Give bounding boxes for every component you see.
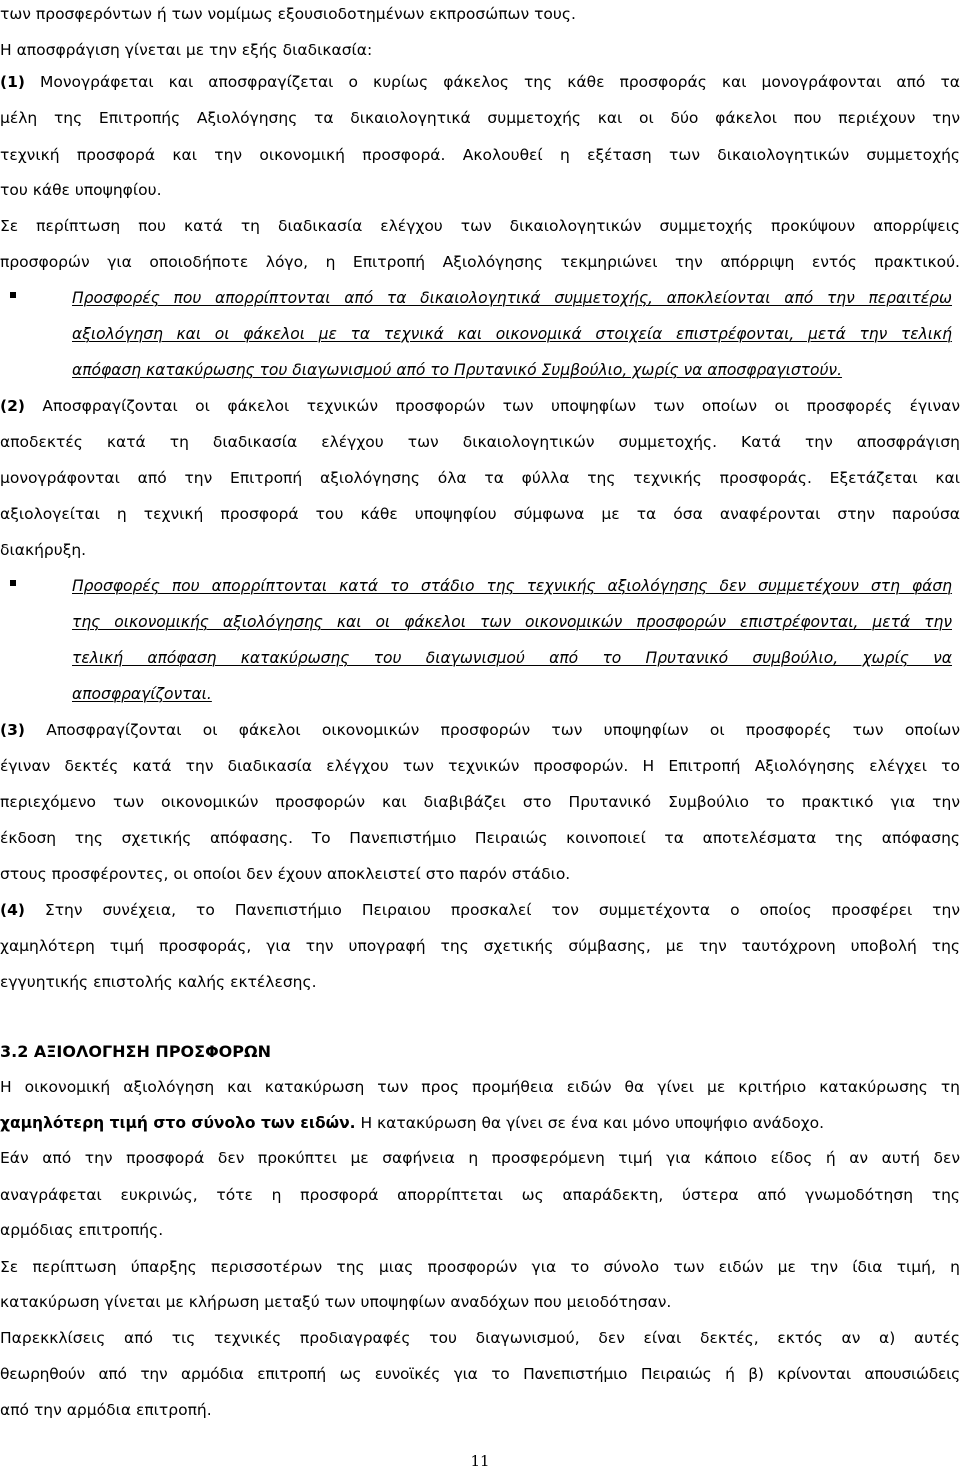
paragraph-line: έκδοση της σχετικής απόφασης. Το Πανεπιστήμιο Πειραιώς κοινοποιεί τα αποτελέσματα της απόφασης: [0, 829, 960, 847]
paragraph-line: Εάν από την προσφορά δεν προκύπτει με σαφήνεια η προσφερόμενη τιμή για κάποιο είδος ή αν αυτή δεν: [0, 1149, 960, 1167]
step-3-line: (3) Αποσφραγίζονται οι φάκελοι οικονομικών προσφορών των υποψηφίων οι προσφορές των οποίων: [0, 721, 960, 739]
paragraph-line: Σε περίπτωση ύπαρξης περισσοτέρων της μιας προσφορών για το σύνολο των ειδών με την ίδια τιμή, η: [0, 1258, 960, 1276]
step-number: (2): [0, 397, 25, 415]
paragraph-line: θεωρηθούν από την αρμόδια επιτροπή ως ευνοϊκές για το Πανεπιστήμιο Πειραιώς ή β) κρίνονται απουσιώδεις: [0, 1365, 960, 1383]
step-number: (3): [0, 721, 25, 739]
paragraph-line: στους προσφέροντες, οι οποίοι δεν έχουν αποκλειστεί στο παρόν στάδιο.: [0, 865, 571, 883]
step-4-line: (4) Στην συνέχεια, το Πανεπιστήμιο Πειραιου προσκαλεί τον συμμετέχοντα ο οποίος προσφέρει την: [0, 901, 960, 919]
step-1-line: (1) Μονογράφεται και αποσφραγίζεται ο κυρίως φάκελος της κάθε προσφοράς και μονογράφονται από τα: [0, 73, 960, 91]
emphasis-text: χαμηλότερη τιμή στο σύνολο των ειδών.: [0, 1114, 356, 1132]
step-2-line: (2) Αποσφραγίζονται οι φάκελοι τεχνικών προσφορών των υποψηφίων των οποίων οι προσφορές έγιναν: [0, 397, 960, 415]
note-line: Προσφορές που απορρίπτονται κατά το στάδιο της τεχνικής αξιολόγησης δεν συμμετέχουν στη φάση: [72, 577, 952, 595]
paragraph-line: διακήρυξη.: [0, 541, 87, 559]
paragraph-line: κατακύρωση γίνεται με κλήρωση μεταξύ των υποψηφίων αναδόχων που μειοδότησαν.: [0, 1293, 672, 1311]
paragraph-line: αποδεκτές κατά τη διαδικασία ελέγχου των δικαιολογητικών συμμετοχής. Κατά την αποσφράγιση: [0, 433, 960, 451]
paragraph-line: προσφορών για οποιοδήποτε λόγο, η Επιτροπή Αξιολόγησης τεκμηριώνει την απόρριψη εντός πρακτικού.: [0, 253, 960, 271]
page-number: 11: [470, 1452, 490, 1470]
paragraph-line: τεχνική προσφορά και την οικονομική προσφορά. Ακολουθεί η εξέταση των δικαιολογητικών συμμετοχής: [0, 146, 960, 164]
paragraph-line: χαμηλότερη τιμή προσφοράς, για την υπογραφή της σχετικής σύμβασης, με την ταυτόχρονη υποβολή της: [0, 937, 960, 955]
paragraph-line: μονογράφονται από την Επιτροπή αξιολόγησης όλα τα φύλλα της τεχνικής προσφοράς. Εξετάζεται και: [0, 469, 960, 487]
paragraph-line: αρμόδιας επιτροπής.: [0, 1221, 164, 1239]
paragraph-line: του κάθε υποψηφίου.: [0, 181, 162, 199]
paragraph-line: Σε περίπτωση που κατά τη διαδικασία ελέγχου των δικαιολογητικών συμμετοχής προκύψουν απορρίψεις: [0, 217, 960, 235]
paragraph-line: αξιολογείται η τεχνική προσφορά του κάθε υποψηφίου σύμφωνα με τα όσα αναφέρονται στην παρούσα: [0, 505, 960, 523]
section-heading: 3.2 ΑΞΙΟΛΟΓΗΣΗ ΠΡΟΣΦΟΡΩΝ: [0, 1042, 271, 1061]
paragraph-line: Η οικονομική αξιολόγηση και κατακύρωση των προς προμήθεια ειδών θα γίνει με κριτήριο κατακύρωσης τη: [0, 1078, 960, 1096]
note-line: απόφαση κατακύρωσης του διαγωνισμού από το Πρυτανικό Συμβούλιο, χωρίς να αποσφραγιστούν.: [72, 361, 843, 379]
note-line: αξιολόγηση και οι φάκελοι με τα τεχνικά και οικονομικά στοιχεία επιστρέφονται, μετά την τελική: [72, 325, 952, 343]
paragraph-line: Η αποσφράγιση γίνεται με την εξής διαδικασία:: [0, 41, 373, 59]
step-number: (4): [0, 901, 25, 919]
bullet-marker: [10, 292, 16, 298]
paragraph-line: χαμηλότερη τιμή στο σύνολο των ειδών. Η κατακύρωση θα γίνει σε ένα και μόνο υποψήφιο ανάδοχο.: [0, 1114, 825, 1132]
paragraph-line: από την αρμόδια επιτροπή.: [0, 1401, 212, 1419]
paragraph-line: μέλη της Επιτροπής Αξιολόγησης τα δικαιολογητικά συμμετοχής και οι δύο φάκελοι που περιέχουν την: [0, 109, 960, 127]
note-line: τελική απόφαση κατακύρωσης του διαγωνισμού από το Πρυτανικό συμβούλιο, χωρίς να: [72, 649, 952, 667]
paragraph-line: Παρεκκλίσεις από τις τεχνικές προδιαγραφές του διαγωνισμού, δεν είναι δεκτές, εκτός αν α) αυτές: [0, 1329, 960, 1347]
paragraph-line: αναγράφεται ευκρινώς, τότε η προσφορά απορρίπτεται ως απαράδεκτη, ύστερα από γνωμοδότηση της: [0, 1186, 960, 1204]
paragraph-line: περιεχόμενο των οικονομικών προσφορών και διαβιβάζει στο Πρυτανικό Συμβούλιο το πρακτικό για την: [0, 793, 960, 811]
paragraph-line: εγγυητικής επιστολής καλής εκτέλεσης.: [0, 973, 317, 991]
paragraph-line: των προσφερόντων ή των νομίμως εξουσιοδοτημένων εκπροσώπων τους.: [0, 5, 576, 23]
paragraph-line: έγιναν δεκτές κατά την διαδικασία ελέγχου των τεχνικών προσφορών. Η Επιτροπή Αξιολόγησης ελέγχει το: [0, 757, 960, 775]
step-number: (1): [0, 73, 25, 91]
note-line: της οικονομικής αξιολόγησης και οι φάκελοι των οικονομικών προσφορών επιστρέφονται, μετά την: [72, 613, 952, 631]
bullet-marker: [10, 580, 16, 586]
note-line: αποσφραγίζονται.: [72, 685, 212, 703]
note-line: Προσφορές που απορρίπτονται από τα δικαιολογητικά συμμετοχής, αποκλείονται από την περαιτέρω: [72, 289, 952, 307]
